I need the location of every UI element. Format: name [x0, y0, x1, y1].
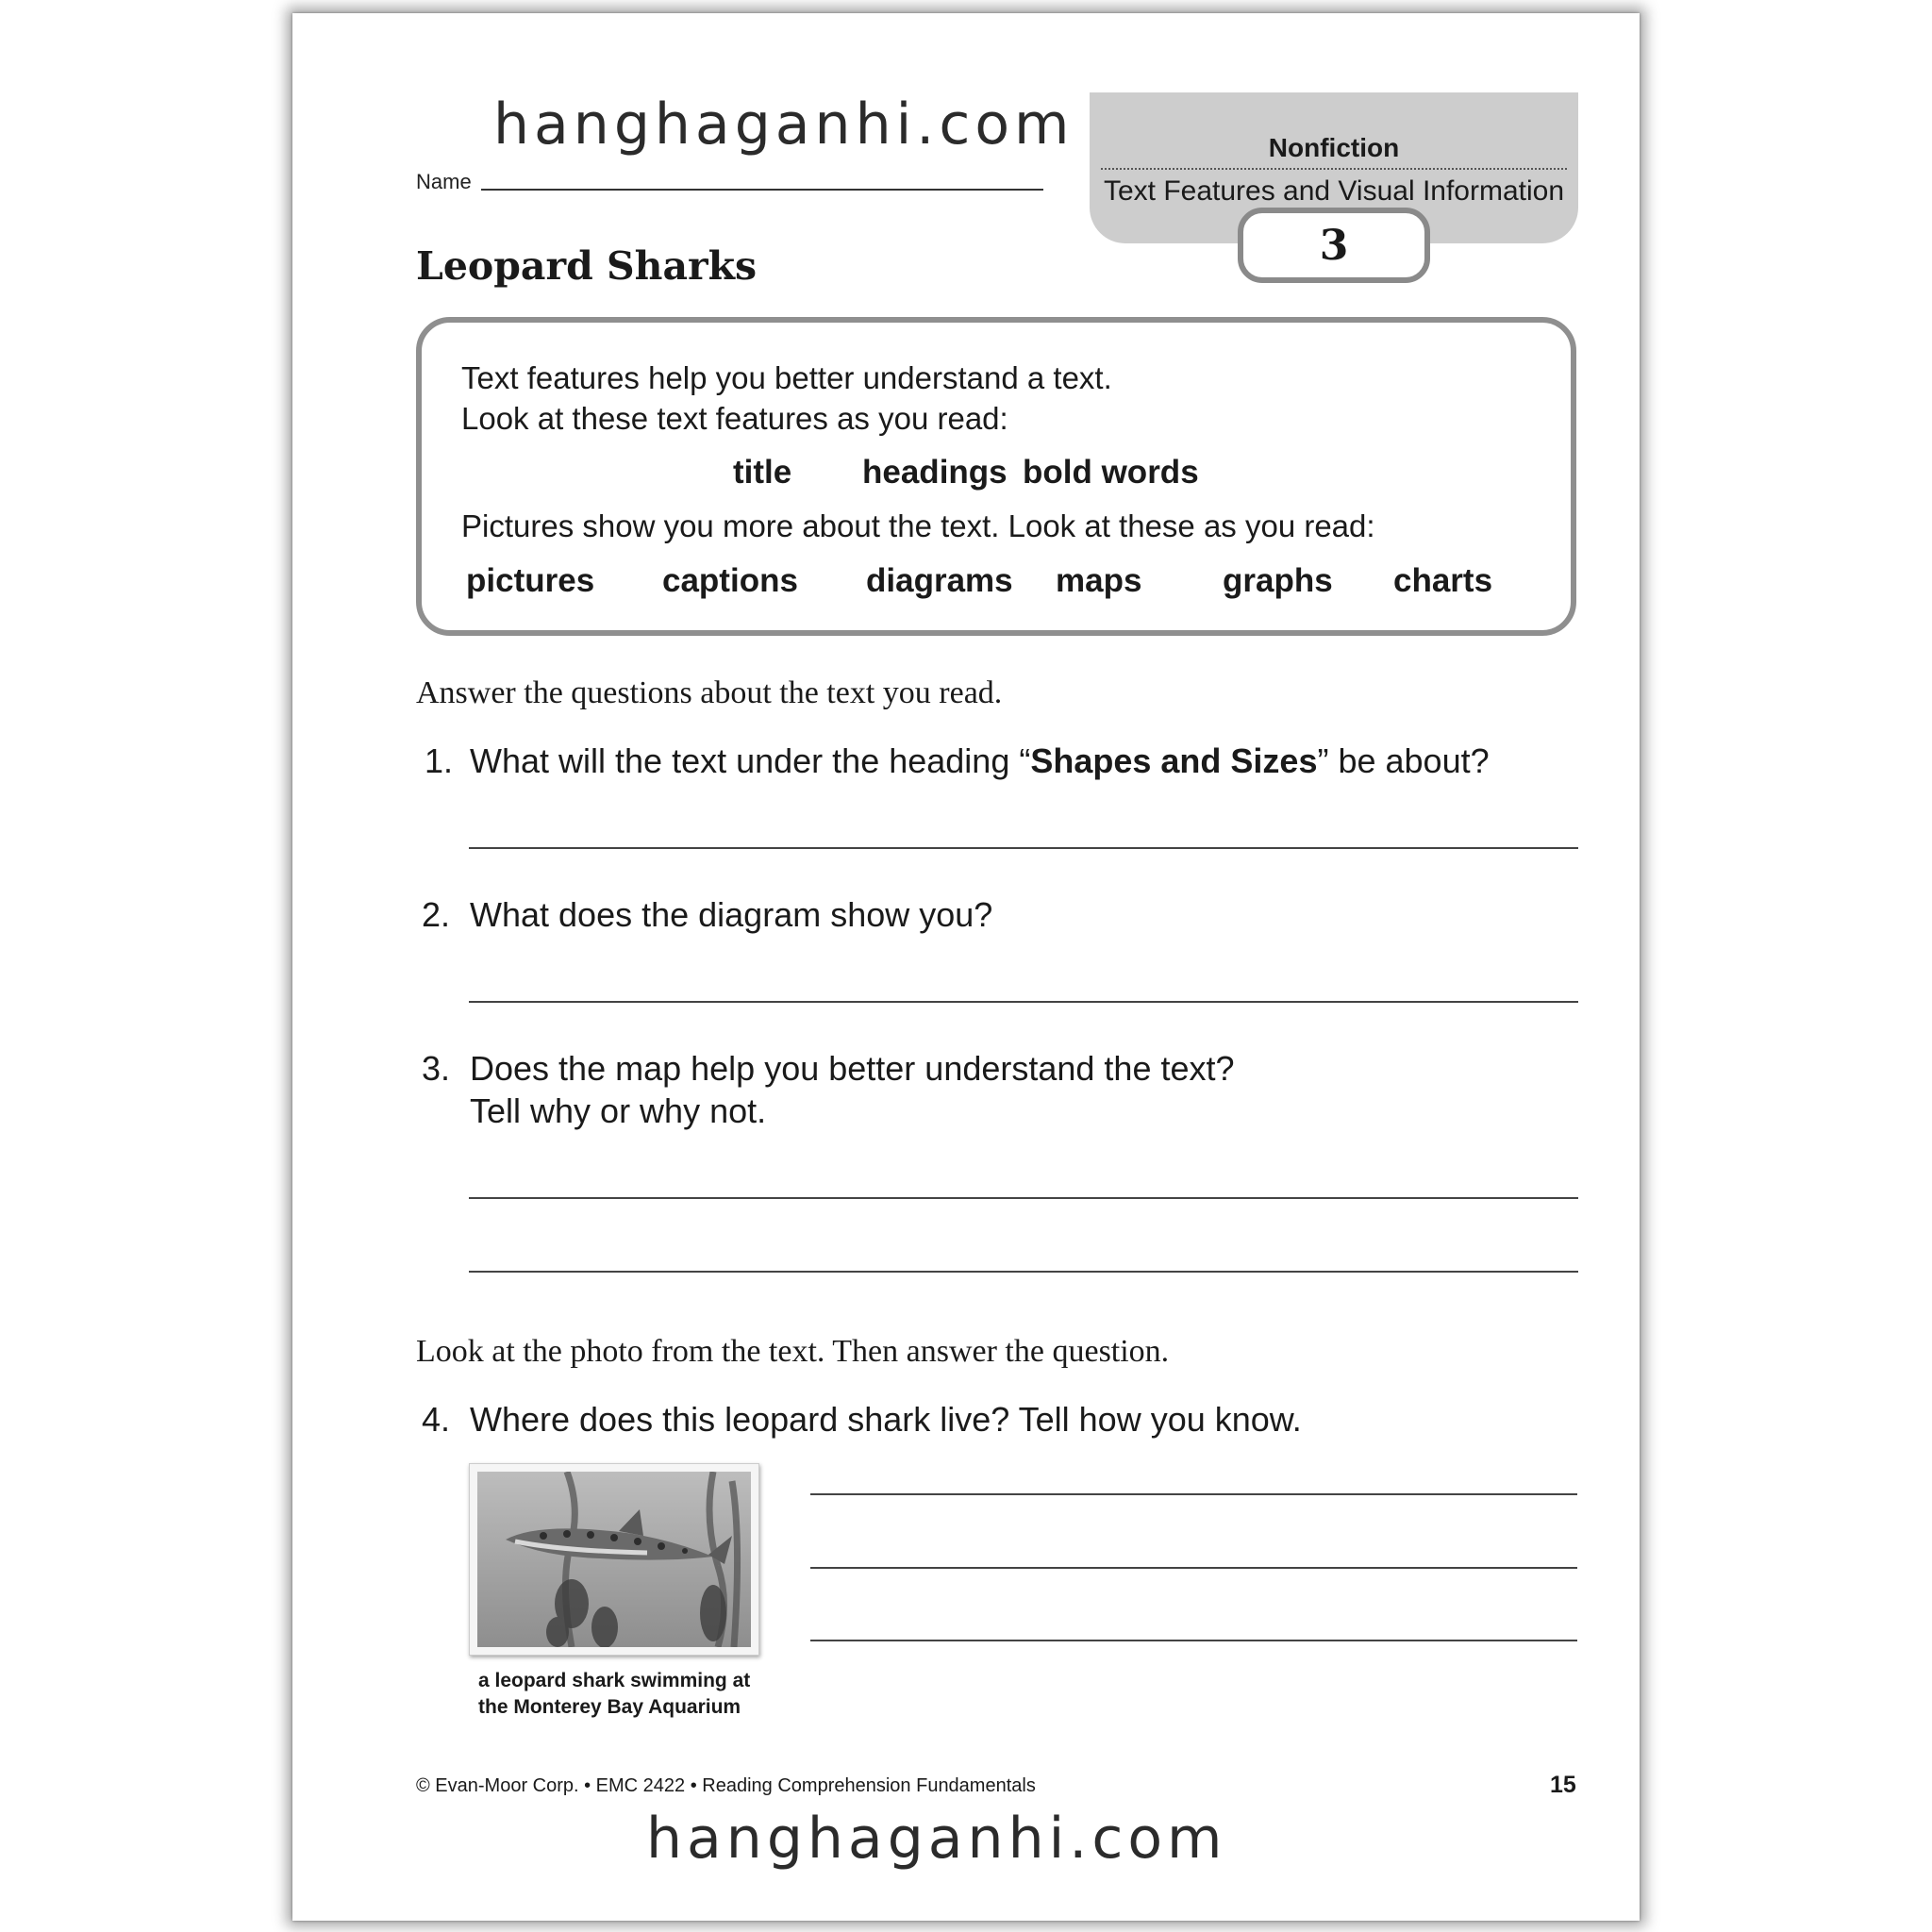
- question-1-number: 1.: [425, 741, 454, 780]
- photo-frame: [469, 1463, 759, 1656]
- page-number: 15: [1550, 1772, 1576, 1798]
- question-2-text: What does the diagram show you?: [470, 895, 993, 934]
- watermark-top: hanghaganhi.com: [493, 92, 1074, 158]
- page-title: Leopard Sharks: [416, 243, 758, 289]
- unit-number-badge: [1238, 208, 1430, 283]
- question-1-text: What will the text under the heading “Shapes and Sizes” be about?: [470, 741, 1490, 780]
- watermark-bottom: hanghaganhi.com: [646, 1806, 1227, 1872]
- question-1-bold-heading: Shapes and Sizes: [1030, 741, 1318, 780]
- visual-diagrams: diagrams: [866, 562, 1013, 599]
- info-line-3: Pictures show you more about the text. Look at these as you read:: [461, 508, 1375, 543]
- info-line-2: Look at these text features as you read:: [461, 401, 1008, 436]
- question-2-number: 2.: [422, 895, 451, 934]
- info-line-1: Text features help you better understand a text.: [461, 360, 1112, 395]
- answer-line-4c[interactable]: [810, 1640, 1577, 1641]
- answer-line-1[interactable]: [469, 847, 1578, 849]
- question-4-number: 4.: [422, 1400, 451, 1439]
- feature-title: title: [733, 454, 792, 491]
- visual-charts: charts: [1393, 562, 1493, 599]
- photo-caption-line-2: the Monterey Bay Aquarium: [478, 1696, 741, 1718]
- unit-number: 3: [1319, 221, 1349, 270]
- answer-line-3a[interactable]: [469, 1197, 1578, 1199]
- worksheet-page: [292, 13, 1640, 1921]
- answer-line-3b[interactable]: [469, 1271, 1578, 1273]
- question-3-number: 3.: [422, 1049, 451, 1088]
- name-label: Name: [416, 170, 472, 193]
- answer-line-4b[interactable]: [810, 1567, 1577, 1569]
- photo-caption-line-1: a leopard shark swimming at: [478, 1670, 751, 1691]
- leopard-shark-photo: [477, 1472, 751, 1647]
- answer-line-4a[interactable]: [810, 1493, 1577, 1495]
- feature-headings: headings: [862, 454, 1008, 491]
- feature-bold-words: bold words: [1023, 454, 1199, 491]
- text-features-box: [416, 317, 1576, 636]
- visual-pictures: pictures: [466, 562, 595, 599]
- directions-1: Answer the questions about the text you read.: [416, 675, 1003, 710]
- name-line: [481, 189, 1043, 191]
- question-3-text-line-2: Tell why or why not.: [470, 1091, 767, 1130]
- category-title: Nonfiction: [1268, 133, 1400, 162]
- footer-copyright: © Evan-Moor Corp. • EMC 2422 • Reading Comprehension Fundamentals: [416, 1775, 1036, 1796]
- answer-line-2[interactable]: [469, 1001, 1578, 1003]
- directions-2: Look at the photo from the text. Then answer the question.: [416, 1334, 1170, 1369]
- visual-captions: captions: [662, 562, 798, 599]
- category-subtitle: Text Features and Visual Information: [1103, 175, 1565, 207]
- visual-graphs: graphs: [1223, 562, 1333, 599]
- tab-divider: [1101, 168, 1567, 170]
- visual-maps: maps: [1056, 562, 1142, 599]
- question-4-text: Where does this leopard shark live? Tell how you know.: [470, 1400, 1302, 1439]
- question-3-text-line-1: Does the map help you better understand the text?: [470, 1049, 1235, 1088]
